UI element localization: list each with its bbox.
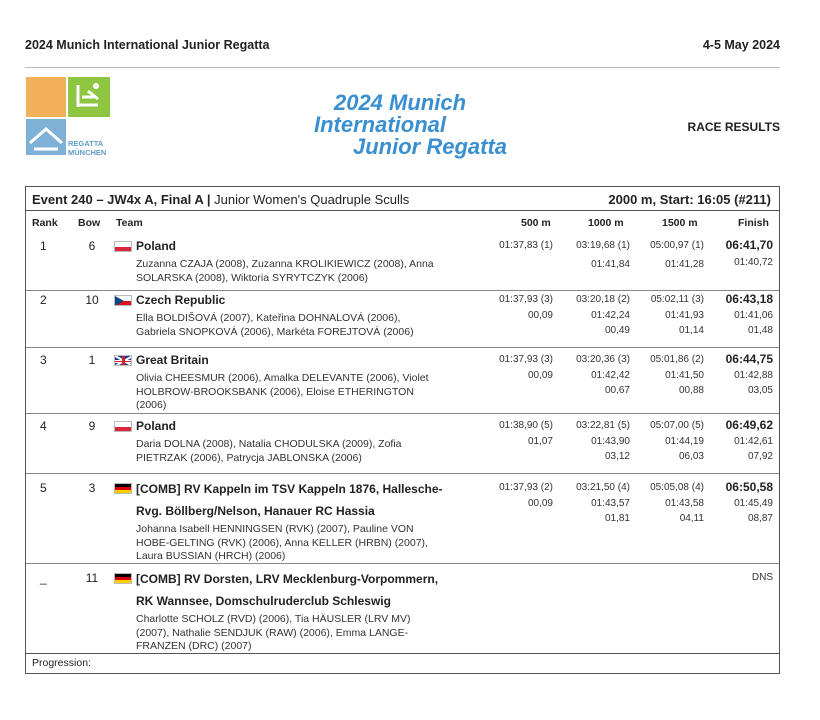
team-name: [COMB] RV Kappeln im TSV Kappeln 1876, Hallesche- Rvg. Böllberg/Nelson, Hanauer RC Hassia — [136, 482, 443, 518]
row-divider — [26, 563, 779, 564]
row-divider — [26, 347, 779, 348]
crew-list: Charlotte SCHOLZ (RVD) (2006), Tia HÄUSLER (LRV MV) (2007), Nathalie SENDJUK (RAW) (2006), Emma LANGE- FRANZEN (DRC) (2007) — [136, 613, 411, 652]
bow: 10 — [85, 293, 99, 307]
split-500m: 01:37,93 (2) 00,09 — [499, 482, 553, 509]
split-1000m: 03:22,81 (5) 01:43,90 03,12 — [576, 420, 630, 462]
col-rank: Rank — [32, 217, 58, 229]
germany-flag-icon — [114, 573, 132, 584]
rank: _ — [40, 571, 47, 585]
germany-flag-icon — [114, 483, 132, 494]
poland-flag-icon — [114, 421, 132, 432]
logo-orange-square — [26, 77, 66, 117]
event-code: Event 240 – JW4x A, Final A | Junior Women's Quadruple Sculls — [32, 192, 410, 207]
team-name: [COMB] RV Dorsten, LRV Mecklenburg-Vorpommern, RK Wannsee, Domschulruderclub Schleswig — [136, 572, 439, 608]
bow: 11 — [85, 571, 99, 585]
col-1500m: 1500 m — [662, 217, 698, 229]
great-britain-flag-icon — [114, 355, 132, 366]
document-date: 4-5 May 2024 — [702, 38, 780, 52]
logo-blue-square — [26, 119, 66, 155]
row-divider — [26, 473, 779, 474]
crew-list: Daria DOLNA (2008), Natalia CHODULSKA (2009), Zofia PIETRZAK (2006), Patrycja JABLONSKA (2006) — [136, 438, 402, 464]
rank: 2 — [40, 293, 47, 307]
team-name: Czech Republic — [136, 293, 226, 307]
split-1500m: 05:02,11 (3) 01:41,93 01,14 — [650, 294, 704, 336]
row-divider — [26, 413, 779, 414]
split-1000m: 03:20,18 (2) 01:42,24 00,49 — [576, 294, 630, 336]
race-status: DNS — [751, 572, 773, 583]
poland-flag-icon — [114, 241, 132, 252]
finish-time: 06:50,58 01:45,49 08,87 — [725, 480, 773, 524]
bow: 3 — [88, 481, 96, 495]
bow: 6 — [88, 239, 96, 253]
col-1000m: 1000 m — [588, 217, 624, 229]
progression-rule — [26, 653, 779, 654]
logo-text: REGATTA MÜNCHEN — [68, 139, 107, 157]
logo-green-square — [68, 77, 110, 117]
czech-flag-icon — [114, 295, 132, 306]
rank: 1 — [40, 239, 47, 253]
split-500m: 01:37,83 (1) — [499, 240, 553, 251]
bow: 9 — [88, 419, 96, 433]
split-1500m: 05:05,08 (4) 01:43,58 04,11 — [650, 482, 704, 524]
split-1000m: 03:20,36 (3) 01:42,42 00,67 — [576, 354, 630, 396]
split-500m: 01:38,90 (5) 01,07 — [499, 420, 553, 447]
col-bow: Bow — [78, 217, 101, 229]
document-title: 2024 Munich International Junior Regatta — [25, 38, 270, 52]
race-results-label: RACE RESULTS — [687, 120, 780, 134]
split-500m: 01:37,93 (3) 00,09 — [499, 354, 553, 381]
crew-list: Zuzanna CZAJA (2008), Zuzanna KROLIKIEWICZ (2008), Anna SOLARSKA (2008), Wiktoria SYRYTCZYK (2006) — [136, 258, 434, 284]
col-500m: 500 m — [521, 217, 551, 229]
split-1500m: 05:01,86 (2) 01:41,50 00,88 — [650, 354, 704, 396]
team-name: Great Britain — [136, 353, 209, 367]
split-1500m: 05:07,00 (5) 01:44,19 06,03 — [650, 420, 704, 462]
split-1500m: 05:00,97 (1) 01:41,28 — [650, 240, 704, 270]
finish-time: 06:49,62 01:42,61 07,92 — [725, 418, 773, 462]
bow: 1 — [88, 353, 96, 367]
finish-time: 06:44,75 01:42,88 03,05 — [725, 352, 773, 396]
crew-list: Ella BOLDIŠOVÁ (2007), Kateřina DOHNALOVÁ (2006), Gabriela SNOPKOVÁ (2006), Markéta FOREJTOVÁ (2006) — [136, 312, 414, 338]
rank: 4 — [40, 419, 47, 433]
split-1000m: 03:21,50 (4) 01:43,57 01,81 — [576, 482, 630, 524]
team-name: Poland — [136, 239, 177, 253]
rank: 5 — [40, 481, 47, 495]
col-finish: Finish — [738, 217, 769, 229]
document-header — [25, 38, 780, 58]
header-rule — [25, 67, 780, 68]
results-table — [25, 186, 780, 674]
finish-time: 06:41,70 01:40,72 — [725, 238, 773, 268]
progression-label: Progression: — [32, 657, 91, 669]
finish-time: 06:43,18 01:41,06 01,48 — [725, 292, 773, 336]
split-500m: 01:37,93 (3) 00,09 — [499, 294, 553, 321]
rank: 3 — [40, 353, 47, 367]
event-brand-title: 2024 Munich International Junior Regatta — [313, 90, 508, 159]
crew-list: Olivia CHEESMUR (2006), Amalka DELEVANTE (2006), Violet HOLBROW-BROOKSBANK (2006), Eloise ETHERINGTON (2006) — [136, 372, 429, 411]
col-team: Team — [116, 217, 143, 229]
event-distance: 2000 m, Start: 16:05 (#211) — [608, 192, 771, 207]
regatta-logo — [26, 77, 110, 161]
split-1000m: 03:19,68 (1) 01:41,84 — [576, 240, 630, 270]
event-name: Junior Women's Quadruple Sculls — [214, 192, 410, 207]
team-name: Poland — [136, 419, 177, 433]
crew-list: Johanna Isabell HENNINGSEN (RVK) (2007), Pauline VON HOBE-GELTING (RVK) (2006), Anna KELLER (HRBN) (2007), Laura BUSSIAN (HRCH) (2006) — [136, 523, 428, 562]
event-header — [26, 187, 779, 211]
